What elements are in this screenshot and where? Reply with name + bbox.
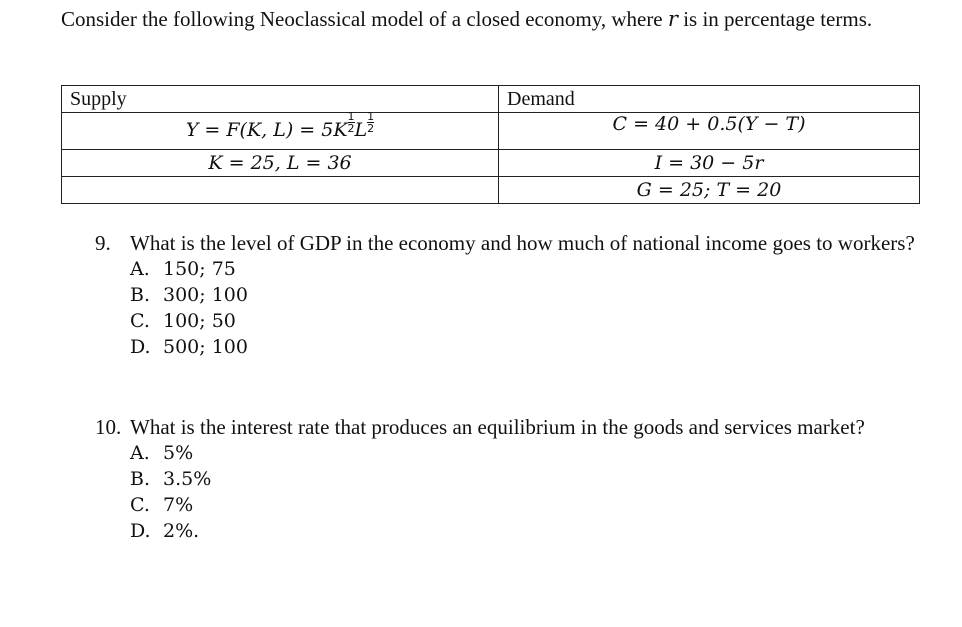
question-number: 10. [95,415,122,439]
table-header-row [62,86,920,113]
investment-cell [499,150,920,177]
inputs-cell [62,150,499,177]
table-row [62,150,920,177]
intro-variable-r: r [667,7,678,31]
answer-choice-a[interactable] [130,440,915,466]
choice-letter: D. [130,336,151,358]
answer-choice-c[interactable] [130,492,915,518]
question-number: 9. [95,231,111,255]
demand-header: Demand [499,86,920,113]
choice-text: 7% [163,494,194,516]
table-row [62,113,920,150]
choice-letter: B. [130,468,151,490]
choice-text: 5% [163,442,194,464]
choice-letter: D. [130,520,151,542]
government-cell [499,177,920,204]
choice-text: 500; 100 [163,336,248,358]
question-10 [95,414,915,544]
production-function [185,110,375,142]
intro-paragraph [61,6,921,32]
empty-cell [62,177,499,204]
k-exponent [348,111,355,134]
choice-letter: A. [130,442,150,464]
production-function-main: Y = F(K, L) = 5K [185,119,348,141]
answer-choices [130,256,915,360]
intro-text-before: Consider the following Neoclassical model of a closed economy, where [61,7,668,31]
input-values: K = 25, L = 36 [208,152,352,174]
question-text: What is the interest rate that produces an equilibrium in the goods and services market? [130,415,865,439]
choice-letter: A. [130,258,150,280]
answer-choices [130,440,915,544]
choice-text: 2%. [163,520,200,542]
investment-function: I = 30 − 5r [654,152,764,174]
table-row [62,177,920,204]
choice-text: 3.5% [163,468,212,490]
answer-choice-c[interactable] [130,308,915,334]
answer-choice-d[interactable] [130,518,915,544]
k-exponent-den: 2 [347,122,355,135]
consumption-cell [499,113,920,150]
choice-letter: C. [130,310,150,332]
answer-choice-a[interactable] [130,256,915,282]
answer-choice-b[interactable] [130,282,915,308]
choice-letter: B. [130,284,151,306]
l-exponent-num: 1 [367,110,375,123]
government-values: G = 25; T = 20 [636,179,782,201]
question-9 [95,230,915,360]
answer-choice-d[interactable] [130,334,915,360]
production-function-cell [62,110,499,150]
model-table [61,85,920,204]
l-exponent [367,111,374,134]
supply-header: Supply [62,86,499,113]
consumption-function: C = 40 + 0.5(Y − T) [612,113,806,135]
answer-choice-b[interactable] [130,466,915,492]
l-symbol: L [354,119,368,141]
k-exponent-num: 1 [347,110,355,123]
choice-letter: C. [130,494,150,516]
choice-text: 300; 100 [163,284,248,306]
question-text: What is the level of GDP in the economy and how much of national income goes to workers? [130,231,915,255]
choice-text: 150; 75 [163,258,236,280]
l-exponent-den: 2 [367,122,375,135]
choice-text: 100; 50 [163,310,236,332]
intro-text-after: is in percentage terms. [677,7,873,31]
